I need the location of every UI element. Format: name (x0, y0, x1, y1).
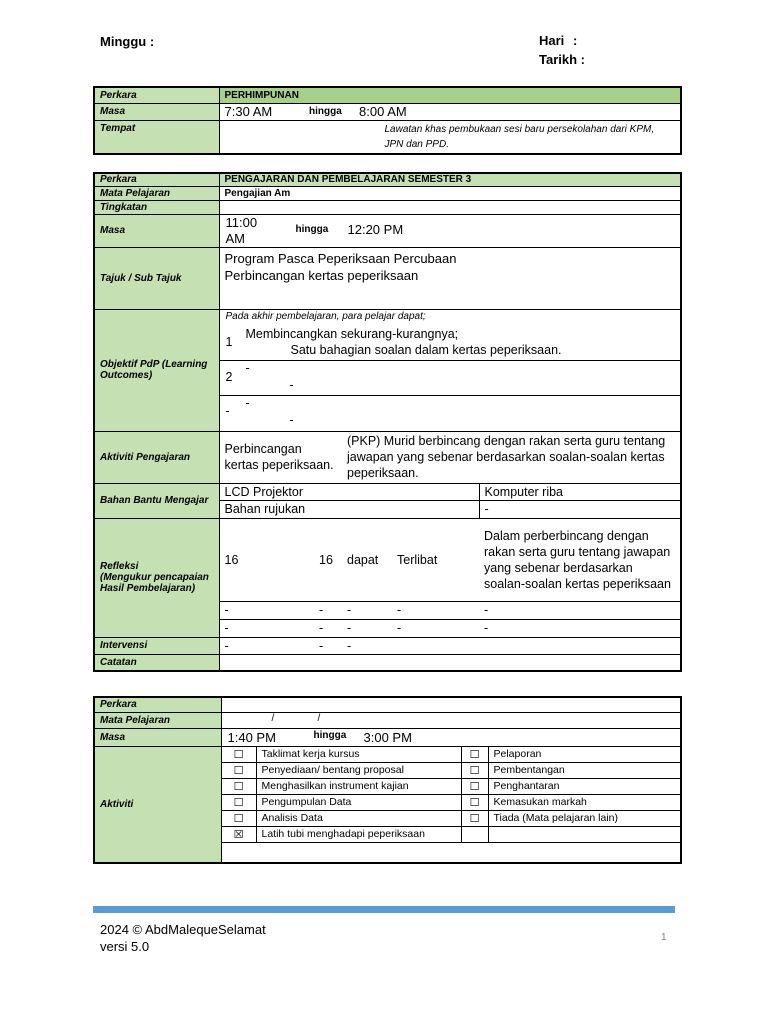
objektif-intro: Pada akhir pembelajaran, para pelajar dapat; (225, 310, 426, 322)
refleksi-2-col-4: - (392, 601, 479, 619)
minggu-label: Minggu : (100, 34, 155, 49)
checkbox-penyediaan[interactable]: ☐ (221, 762, 256, 778)
bahan-2: Komputer riba (479, 483, 681, 500)
refleksi-3-col-5: - (479, 619, 681, 637)
activity-tiada: Tiada (Mata pelajaran lain) (488, 810, 681, 826)
refleksi-3-col-3: - (342, 619, 392, 637)
masa-start: 1:40 PM (227, 729, 276, 745)
masa-cell (221, 728, 681, 746)
activity-penyediaan: Penyediaan/ bentang proposal (256, 762, 461, 778)
refleksi-1-col-3: dapat (342, 518, 392, 601)
assembly-table (93, 86, 682, 155)
checkbox-analisis[interactable]: ☐ (221, 810, 256, 826)
objektif-2-dash-1: - (245, 360, 250, 375)
refleksi-1-col-2: 16 (314, 518, 342, 601)
checkbox-empty (461, 826, 488, 842)
intervensi-col-2: - (314, 637, 342, 654)
lesson-table (93, 172, 682, 672)
refleksi-sublabel: (Mengukur pencapaian Hasil Pembelajaran) (100, 572, 209, 594)
masa-end: 3:00 PM (363, 729, 412, 745)
page-number: 1 (661, 932, 667, 943)
masa-separator: hingga (295, 223, 329, 235)
activity-empty (488, 826, 681, 842)
refleksi-1-col-5: Dalam perberbincang dengan rakan serta guru tentang jawapan yang sebenar berdasarkan soalan-soalan kertas peperiksaan (479, 518, 681, 601)
masa-separator: hingga (313, 729, 347, 741)
refleksi-1-col-4: Terlibat (392, 518, 479, 601)
tajuk-label: Tajuk / Sub Tajuk (94, 247, 219, 309)
checkbox-kemasukan[interactable]: ☐ (461, 794, 488, 810)
objektif-3-number: - (225, 403, 230, 418)
objektif-2-dash-2: - (289, 377, 294, 392)
checkbox-pengumpulan[interactable]: ☐ (221, 794, 256, 810)
catatan-label: Catatan (94, 654, 219, 671)
hari-colon: : (573, 33, 578, 48)
checkbox-tiada[interactable]: ☐ (461, 810, 488, 826)
intervensi-col-1: - (219, 637, 314, 654)
masa-start: 7:30 AM (219, 103, 304, 120)
objektif-2-number: 2 (225, 369, 233, 384)
checkbox-pelaporan[interactable]: ☐ (461, 746, 488, 762)
refleksi-3-col-2: - (314, 619, 342, 637)
activity-instrument: Menghasilkan instrument kajian (256, 778, 461, 794)
mata-pelajaran-label: Mata Pelajaran (94, 712, 221, 728)
aktiviti-right: (PKP) Murid berbincang dengan rakan serta guru tentang jawapan yang sebenar berdasarkan soalan-soalan kertas peperiksaan. (342, 431, 681, 483)
checkbox-taklimat[interactable]: ☐ (221, 746, 256, 762)
activity-pengumpulan: Pengumpulan Data (256, 794, 461, 810)
intervensi-label: Intervensi (94, 637, 219, 654)
tajuk-cell (219, 247, 681, 309)
activity-blank-row (221, 842, 681, 863)
intervensi-col-3: - (342, 637, 681, 654)
objektif-1-cell (219, 309, 681, 360)
activity-pembentangan: Pembentangan (488, 762, 681, 778)
perkara-label: Perkara (94, 697, 221, 712)
activity-penghantaran: Penghantaran (488, 778, 681, 794)
catatan-value (219, 654, 681, 671)
perkara-label: Perkara (94, 87, 219, 103)
checkbox-instrument[interactable]: ☐ (221, 778, 256, 794)
hari-label: Hari (539, 33, 565, 48)
mapel-slash-2: / (317, 712, 321, 724)
mata-pelajaran-label: Mata Pelajaran (94, 186, 219, 200)
checkbox-latih-tubi[interactable]: ☒ (221, 826, 256, 842)
bahan-bantu-label: Bahan Bantu Mengajar (94, 483, 219, 518)
refleksi-3-col-1: - (219, 619, 314, 637)
objektif-2-cell (219, 360, 681, 395)
activity-pelaporan: Pelaporan (488, 746, 681, 762)
activity-kemasukan: Kemasukan markah (488, 794, 681, 810)
objektif-1-line-2: Satu bahagian soalan dalam kertas peperiksaan. (290, 342, 562, 357)
activity-latih-tubi: Latih tubi menghadapi peperiksaan (256, 826, 461, 842)
tajuk-line-1: Program Pasca Peperiksaan Percubaan (224, 250, 457, 266)
tarikh-label: Tarikh : (539, 52, 585, 67)
checkbox-penghantaran[interactable]: ☐ (461, 778, 488, 794)
footer-bar (93, 906, 675, 913)
masa-end: 8:00 AM (354, 103, 681, 120)
objektif-1-number: 1 (225, 334, 233, 349)
bahan-4: - (479, 500, 681, 518)
masa-end: 12:20 PM (347, 221, 404, 237)
activity-table (93, 696, 682, 864)
masa-cell (219, 214, 681, 247)
refleksi-label: Refleksi (100, 561, 139, 572)
tajuk-line-2: Perbincangan kertas peperiksaan (224, 267, 419, 283)
masa-separator: hingga (304, 103, 354, 120)
refleksi-2-col-5: - (479, 601, 681, 619)
tingkatan-label: Tingkatan (94, 200, 219, 214)
perkara-value: PERHIMPUNAN (219, 87, 681, 103)
refleksi-1-col-1: 16 (219, 518, 314, 601)
objektif-3-cell (219, 395, 681, 431)
aktiviti-label: Aktiviti Pengajaran (94, 431, 219, 483)
objektif-1-line-1: Membincangkan sekurang-kurangnya; (245, 326, 459, 341)
tempat-label: Tempat (94, 120, 219, 154)
objektif-3-dash-2: - (289, 412, 294, 427)
refleksi-3-col-4: - (392, 619, 479, 637)
objektif-label: Objektif PdP (Learning Outcomes) (94, 309, 219, 431)
objektif-3-dash-1: - (245, 395, 250, 410)
perkara-value (221, 697, 681, 712)
checkbox-pembentangan[interactable]: ☐ (461, 762, 488, 778)
perkara-label: Perkara (94, 173, 219, 186)
masa-label: Masa (94, 214, 219, 247)
bahan-3: Bahan rujukan (219, 500, 479, 518)
refleksi-2-col-3: - (342, 601, 392, 619)
tingkatan-value (219, 200, 681, 214)
activity-taklimat: Taklimat kerja kursus (256, 746, 461, 762)
footer-version: versi 5.0 (100, 939, 150, 954)
mata-pelajaran-value: Pengajian Am (219, 186, 681, 200)
refleksi-label-cell (94, 518, 219, 637)
masa-start: 11:00 AM (225, 214, 258, 246)
perkara-value: PENGAJARAN DAN PEMBELAJARAN SEMESTER 3 (219, 173, 681, 186)
mapel-slash-1: / (271, 712, 275, 724)
refleksi-2-col-2: - (314, 601, 342, 619)
mata-pelajaran-value (221, 712, 681, 728)
tempat-value: Lawatan khas pembukaan sesi baru persekolahan dari KPM, JPN dan PPD. (219, 120, 681, 154)
footer-copyright: 2024 © AbdMalequeSelamat (100, 922, 266, 937)
activity-analisis: Analisis Data (256, 810, 461, 826)
aktiviti-label: Aktiviti (94, 746, 221, 863)
bahan-1: LCD Projektor (219, 483, 479, 500)
aktiviti-left: Perbincangan kertas peperiksaan. (219, 431, 342, 483)
refleksi-2-col-1: - (219, 601, 314, 619)
masa-label: Masa (94, 728, 221, 746)
masa-label: Masa (94, 103, 219, 120)
